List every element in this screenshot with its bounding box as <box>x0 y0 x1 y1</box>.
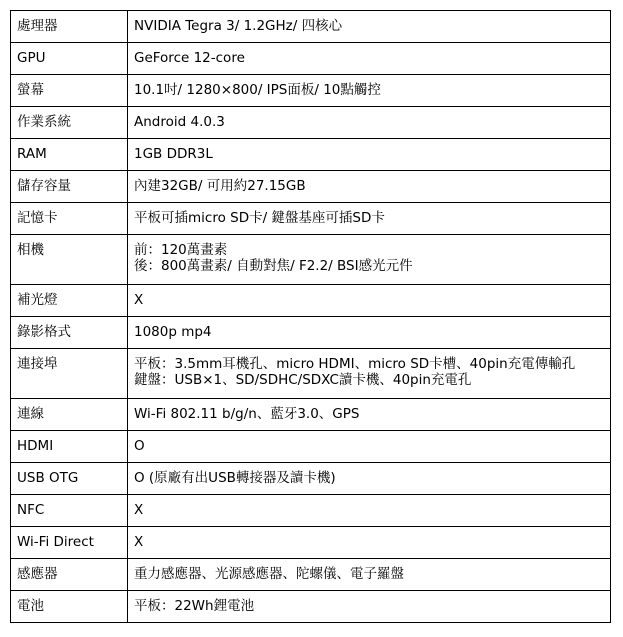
spec-value-line: 鍵盤：USB×1、SD/SDHC/SDXC讀卡機、40pin充電孔 <box>134 372 472 388</box>
spec-label: 連線 <box>11 399 128 431</box>
spec-value-line: Wi-Fi 802.11 b/g/n、藍牙3.0、GPS <box>134 406 360 422</box>
spec-value <box>128 399 611 431</box>
spec-value <box>128 527 611 559</box>
spec-label: 感應器 <box>11 559 128 591</box>
spec-row-ram <box>11 139 611 171</box>
spec-value <box>128 171 611 203</box>
spec-value-line: 內建32GB/ 可用約27.15GB <box>134 178 306 194</box>
spec-value-line: 平板：3.5mm耳機孔、micro HDMI、micro SD卡槽、40pin充電傳輸孔 <box>134 356 576 372</box>
spec-value-line: 1GB DDR3L <box>134 146 213 162</box>
spec-value-line: Android 4.0.3 <box>134 114 225 130</box>
spec-row-flash <box>11 285 611 317</box>
spec-value <box>128 431 611 463</box>
spec-row-storage <box>11 171 611 203</box>
spec-value <box>128 11 611 43</box>
spec-value <box>128 495 611 527</box>
spec-value-line: 平板：22Wh鋰電池 <box>134 598 255 614</box>
spec-value <box>128 591 611 623</box>
spec-value-line: X <box>134 502 144 518</box>
spec-label: HDMI <box>11 431 128 463</box>
spec-value <box>128 235 611 285</box>
spec-value <box>128 349 611 399</box>
spec-row-sensors <box>11 559 611 591</box>
spec-label: 儲存容量 <box>11 171 128 203</box>
spec-value <box>128 107 611 139</box>
spec-table <box>10 10 611 623</box>
spec-value-line: 10.1吋/ 1280×800/ IPS面板/ 10點觸控 <box>134 82 381 98</box>
spec-row-screen <box>11 75 611 107</box>
spec-row-ports <box>11 349 611 399</box>
spec-row-nfc <box>11 495 611 527</box>
spec-value <box>128 317 611 349</box>
spec-value-line: X <box>134 292 144 308</box>
spec-label: 錄影格式 <box>11 317 128 349</box>
spec-row-video-format <box>11 317 611 349</box>
spec-row-connectivity <box>11 399 611 431</box>
spec-row-battery <box>11 591 611 623</box>
spec-value <box>128 75 611 107</box>
spec-label: 相機 <box>11 235 128 285</box>
spec-value <box>128 203 611 235</box>
spec-value-line: 重力感應器、光源感應器、陀螺儀、電子羅盤 <box>134 566 404 582</box>
spec-row-hdmi <box>11 431 611 463</box>
spec-value-line: 前：120萬畫素 <box>134 242 228 258</box>
spec-label: 處理器 <box>11 11 128 43</box>
spec-row-gpu <box>11 43 611 75</box>
spec-label: 螢幕 <box>11 75 128 107</box>
spec-row-camera <box>11 235 611 285</box>
spec-label: 連接埠 <box>11 349 128 399</box>
spec-label: Wi-Fi Direct <box>11 527 128 559</box>
spec-label: 補光燈 <box>11 285 128 317</box>
spec-value <box>128 559 611 591</box>
spec-row-memory-card <box>11 203 611 235</box>
spec-value <box>128 463 611 495</box>
spec-row-wifi-direct <box>11 527 611 559</box>
spec-value <box>128 139 611 171</box>
spec-label: 記憶卡 <box>11 203 128 235</box>
spec-value-line: O (原廠有出USB轉接器及讀卡機) <box>134 470 336 486</box>
spec-label: RAM <box>11 139 128 171</box>
spec-value-line: 1080p mp4 <box>134 324 212 340</box>
spec-row-usb-otg <box>11 463 611 495</box>
spec-value-line: O <box>134 438 145 454</box>
spec-value-line: GeForce 12-core <box>134 50 245 66</box>
spec-label: USB OTG <box>11 463 128 495</box>
spec-value-line: 平板可插micro SD卡/ 鍵盤基座可插SD卡 <box>134 210 385 226</box>
spec-row-os <box>11 107 611 139</box>
spec-value-line: X <box>134 534 144 550</box>
spec-label: 作業系統 <box>11 107 128 139</box>
spec-value-line: NVIDIA Tegra 3/ 1.2GHz/ 四核心 <box>134 18 343 34</box>
spec-value <box>128 285 611 317</box>
spec-label: 電池 <box>11 591 128 623</box>
spec-value <box>128 43 611 75</box>
spec-value-line: 後：800萬畫素/ 自動對焦/ F2.2/ BSI感光元件 <box>134 258 413 274</box>
spec-row-processor <box>11 11 611 43</box>
spec-label: GPU <box>11 43 128 75</box>
spec-label: NFC <box>11 495 128 527</box>
